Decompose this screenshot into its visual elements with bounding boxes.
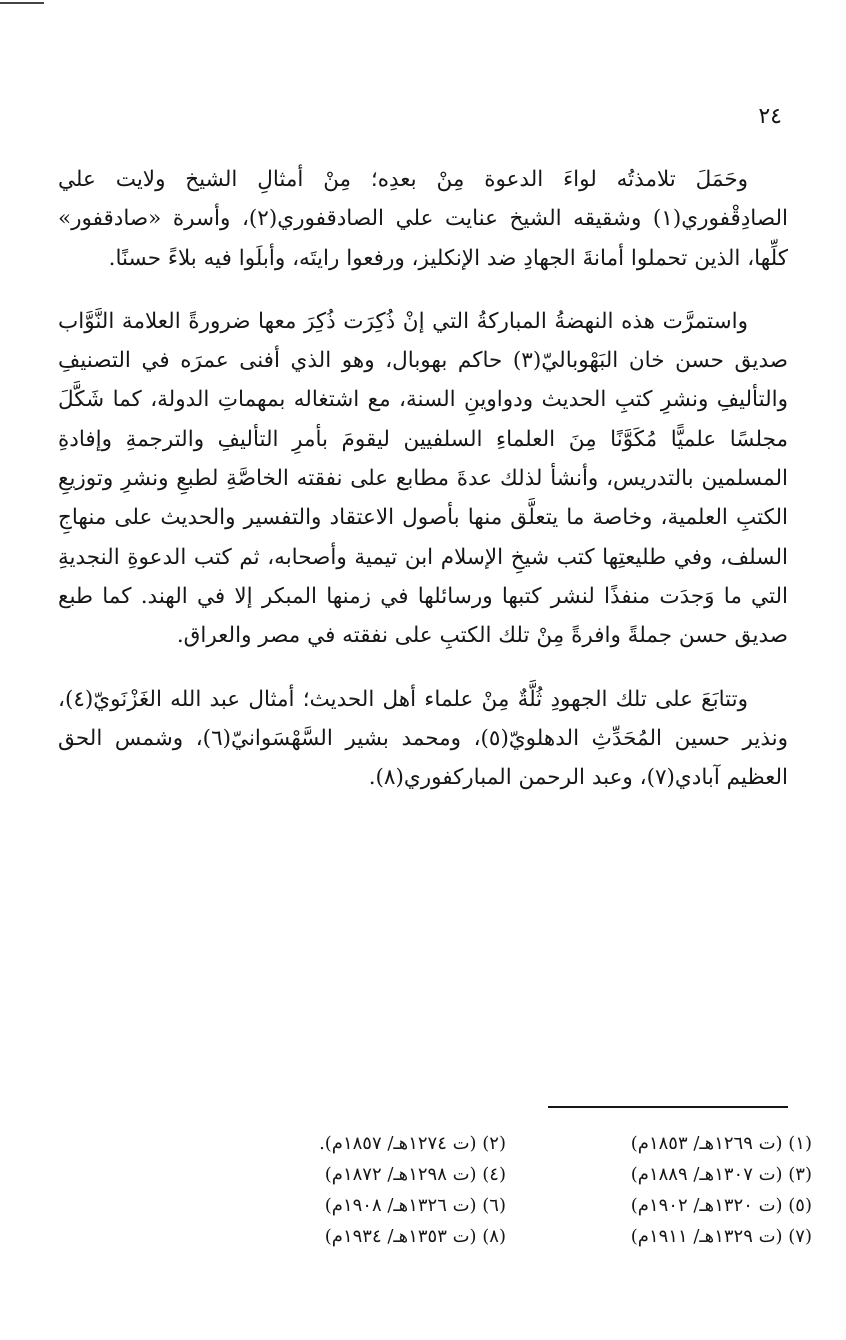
- paragraph-2: واستمرَّت هذه النهضةُ المباركةُ التي إنْ ذُكِرَت ذُكِرَ معها ضرورةً العلامة النَّوَّاب صديق حسن خان البَهْوباليّ(٣) حاكم بهوبال، وهو الذي أفنى عمرَه في التصنيفِ والتأليفِ ونشرِ كتبِ الحديث ودواوينِ السنة، مع اشتغاله بمهماتِ الدولة، كما شَكَّلَ مجلسًا علميًّا مُكَوَّنًا مِنَ العلماءِ السلفيين ليقومَ بأمرِ التأليفِ والترجمةِ وإفادةِ المسلمين بالتدريس، وأنشأ لذلك عدةَ مطابع على نفقته الخاصَّةِ لطبعِ ونشرِ وتوزيعِ الكتبِ العلمية، وخاصة ما يتعلَّق منها بأصول الاعتقاد والتفسير والحديث على منهاجِ السلف، وفي طليعتِها كتب شيخِ الإسلام ابن تيمية وأصحابه، ثم كتب الدعوةِ النجديةِ التي ما وَجدَت منفذًا لنشر كتبها ورسائلها في زمنها المبكر إلا في الهند. كما طبع صديق حسن جملةً وافرةً مِنْ تلك الكتبِ على نفقته في مصر والعراق.: [58, 308, 788, 649]
- footnote-row: [200, 1221, 812, 1252]
- footnote-4: (٤) (ت ١٢٩٨هـ/ ١٨٧٢م): [324, 1164, 506, 1185]
- footnote-separator: [548, 1106, 788, 1108]
- paragraph-1: وحَمَلَ تلامذتُه لواءَ الدعوة مِنْ بعدِه؛ مِنْ أمثالِ الشيخ ولايت علي الصادِقْفوري(١) وشقيقه الشيخ عنايت علي الصادقفوري(٢)، وأسرة «صادقفور» كلِّها، الذين تحملوا أمانةَ الجهادِ ضد الإنكليز، ورفعوا رايتَه، وأبلَوا فيه بلاءً حسنًا.: [58, 167, 789, 271]
- paragraph-3: وتتابَعَ على تلك الجهودِ ثُلَّةٌ مِنْ علماء أهل الحديث؛ أمثال عبد الله الغَزْنَويّ(٤)، ونذير حسين المُحَدِّثِ الدهلويّ(٥)، ومحمد بشير السَّهْسَوانيّ(٦)، وشمس الحق العظيم آبادي(٧)، وعبد الرحمن المباركفوري(٨).: [58, 686, 788, 791]
- footnote-2: (٢) (ت ١٢٧٤هـ/ ١٨٥٧م).: [319, 1133, 506, 1154]
- footnote-8: (٨) (ت ١٣٥٣هـ/ ١٩٣٤م): [324, 1226, 506, 1247]
- footnote-1: (١) (ت ١٢٦٩هـ/ ١٨٥٣م): [630, 1133, 812, 1154]
- footnote-6: (٦) (ت ١٣٢٦هـ/ ١٩٠٨م): [324, 1195, 506, 1216]
- footnote-3: (٣) (ت ١٣٠٧هـ/ ١٨٨٩م): [630, 1164, 812, 1185]
- footnote-row: [200, 1159, 812, 1190]
- footnote-5: (٥) (ت ١٣٢٠هـ/ ١٩٠٢م): [630, 1195, 812, 1216]
- footnote-7: (٧) (ت ١٣٢٩هـ/ ١٩١١م): [630, 1226, 812, 1247]
- footnote-row: [200, 1128, 812, 1159]
- page-number: ٢٤: [758, 104, 782, 129]
- main-text: [58, 160, 788, 821]
- footnotes: [200, 1128, 812, 1252]
- footnote-row: [200, 1190, 812, 1221]
- scan-edge-mark: [0, 2, 44, 4]
